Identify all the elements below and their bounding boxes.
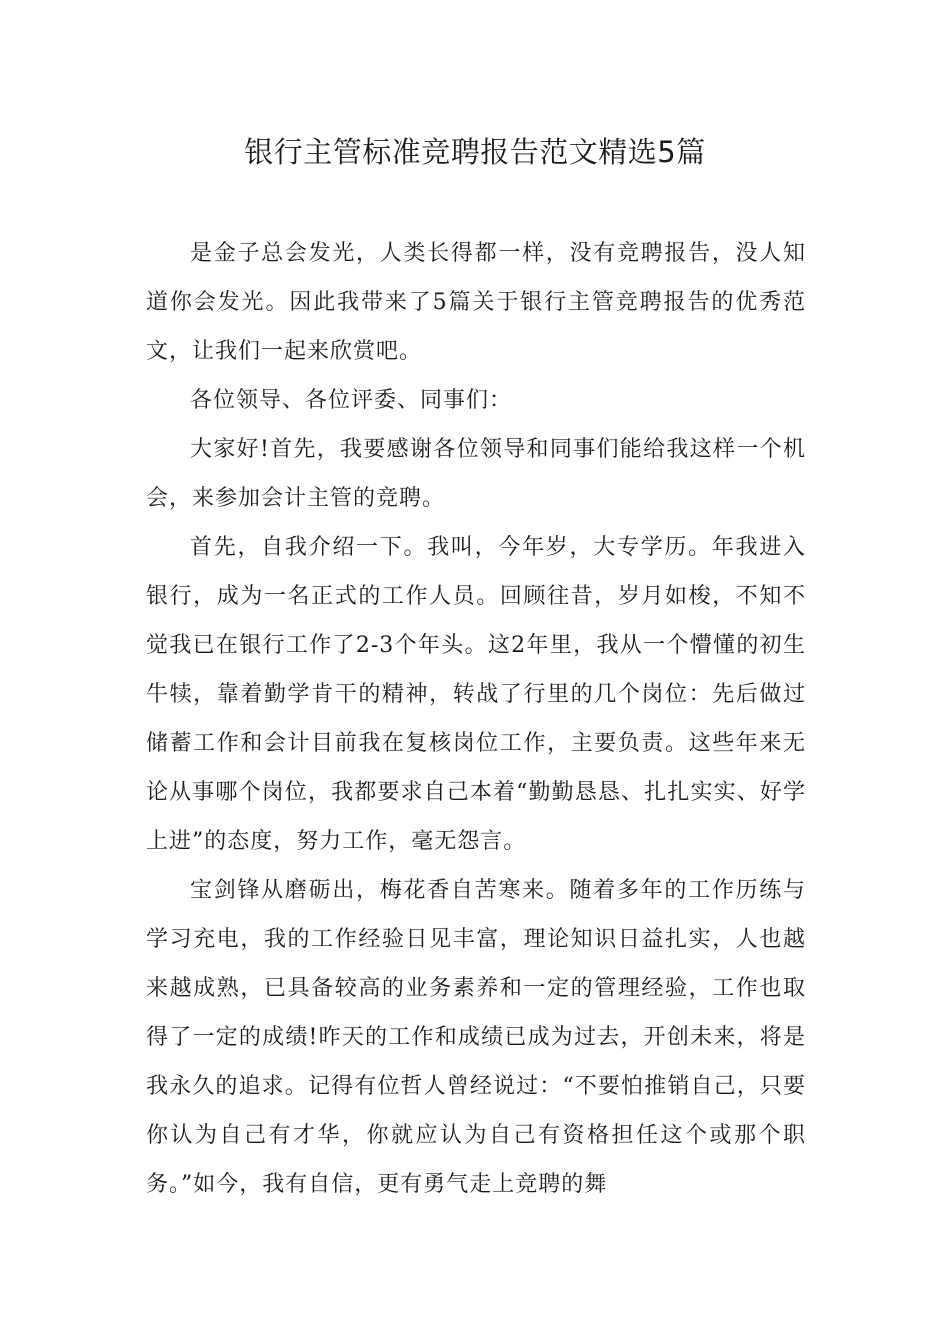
paragraph-greeting: 大家好!首先，我要感谢各位领导和同事们能给我这样一个机会，来参加会计主管的竞聘。 — [146, 437, 806, 511]
paragraph-self-introduction: 首先，自我介绍一下。我叫，今年岁，大专学历。年我进入银行，成为一名正式的工作人员。回顾往昔，岁月如梭，不知不觉我已在银行工作了2-3个年头。这2年里，我从一个懵懂的初生牛犊，靠着勤学肯干的精神，转战了行里的几个岗位：先后做过储蓄工作和会计目前我在复核岗位工作，主要负责。这些年来无论从事哪个岗位，我都要求自己本着“勤勤恳恳、扎扎实实、好学上进”的态度，努力工作，毫无怨言。 — [146, 535, 806, 854]
document-body — [146, 229, 806, 1209]
paragraph-salutation: 各位领导、各位评委、同事们： — [190, 388, 513, 413]
document-title: 银行主管标准竞聘报告范文精选5篇 — [244, 135, 706, 169]
paragraph-experience: 宝剑锋从磨砺出，梅花香自苦寒来。随着多年的工作历练与学习充电，我的工作经验日见丰富，理论知识日益扎实，人也越来越成熟，已具备较高的业务素养和一定的管理经验，工作也取得了一定的成绩!昨天的工作和成绩已成为过去，开创未来，将是我永久的追求。记得有位哲人曾经说过：“不要怕推销自己，只要你认为自己有才华，你就应认为自己有资格担任这个或那个职务。”如今，我有自信，更有勇气走上竞聘的舞 — [146, 878, 806, 1197]
paragraph-intro: 是金子总会发光，人类长得都一样，没有竞聘报告，没人知道你会发光。因此我带来了5篇关于银行主管竞聘报告的优秀范文，让我们一起来欣赏吧。 — [146, 241, 806, 364]
